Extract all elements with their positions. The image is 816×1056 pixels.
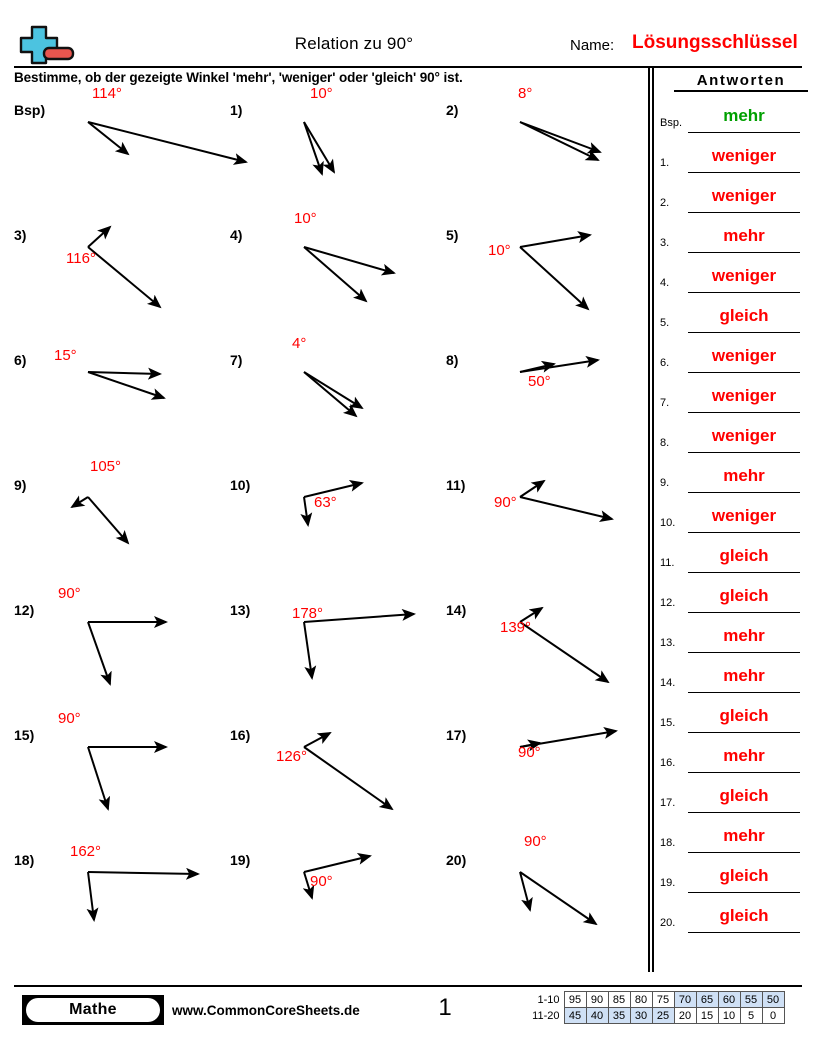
answer-index: 13.	[660, 637, 676, 649]
answer-row	[656, 300, 816, 340]
answer-row	[656, 700, 816, 740]
angle-figure	[478, 85, 646, 217]
answer-index: 20.	[660, 917, 676, 929]
answer-value: weniger	[711, 186, 777, 205]
angle-ray-2	[520, 247, 588, 309]
answer-blank-line	[688, 932, 800, 933]
angle-figure	[46, 342, 214, 467]
answer-value: gleich	[719, 546, 769, 565]
problem-number: 3)	[14, 227, 27, 243]
angle-figure	[46, 458, 214, 592]
angle-figure	[478, 467, 646, 592]
angle-figure	[46, 710, 214, 842]
problem-item	[0, 217, 216, 342]
website-url: www.CommonCoreSheets.de	[172, 1003, 360, 1018]
answer-blank-line	[688, 332, 800, 333]
problem-item	[216, 85, 432, 217]
answer-key-label: Lösungsschlüssel	[632, 32, 798, 53]
answer-value: mehr	[723, 626, 765, 645]
score-cell: 50	[762, 992, 784, 1008]
score-cell: 60	[718, 992, 740, 1008]
answer-row	[656, 140, 816, 180]
problem-item	[216, 717, 432, 842]
angle-ray-1	[304, 856, 370, 872]
answer-value: mehr	[723, 826, 765, 845]
answer-blank-line	[688, 772, 800, 773]
answer-value: mehr	[723, 666, 765, 685]
answer-blank-line	[688, 452, 800, 453]
problem-item	[0, 85, 216, 217]
score-cell: 0	[762, 1008, 784, 1024]
answer-blank-line	[688, 492, 800, 493]
angle-figure	[478, 717, 646, 842]
top-margin-clip	[0, 0, 648, 6]
problem-grid	[0, 85, 648, 972]
answer-row	[656, 420, 816, 460]
problem-number: 11)	[446, 477, 466, 493]
angle-figure	[262, 842, 430, 967]
angle-ray-1	[304, 733, 330, 747]
answer-row	[656, 860, 816, 900]
problem-number: 8)	[446, 352, 459, 368]
angle-ray-2	[88, 747, 108, 809]
angle-ray-2	[304, 747, 392, 809]
answer-value: gleich	[719, 306, 769, 325]
angle-figure	[46, 842, 214, 967]
answer-index: 7.	[660, 397, 670, 409]
problem-number: 18)	[14, 852, 35, 868]
angle-ray-1	[520, 122, 598, 160]
angle-measure-label: 162°	[70, 843, 102, 860]
answer-value: gleich	[719, 786, 769, 805]
score-row-2	[528, 1008, 784, 1024]
score-cell: 90	[586, 992, 608, 1008]
angle-figure	[478, 592, 646, 717]
problem-number: 6)	[14, 352, 27, 368]
angle-figure	[46, 85, 214, 217]
angle-measure-label: 90°	[58, 710, 81, 727]
problem-item	[216, 592, 432, 717]
angle-ray-1	[304, 372, 356, 416]
angle-measure-label: 90°	[494, 494, 517, 511]
angle-figure	[478, 342, 646, 467]
angle-measure-label: 90°	[310, 873, 333, 890]
answer-row	[656, 220, 816, 260]
score-row-2-label: 11-20	[532, 1009, 560, 1022]
angle-ray-2	[520, 360, 598, 372]
answer-value: mehr	[723, 106, 765, 125]
score-cell: 10	[718, 1008, 740, 1024]
angle-measure-label: 126°	[276, 748, 308, 765]
score-cell: 45	[564, 1008, 586, 1024]
problem-item	[432, 217, 648, 342]
angle-measure-label: 90°	[58, 585, 81, 602]
answer-index: 14.	[660, 677, 676, 689]
problem-number: 9)	[14, 477, 27, 493]
problem-number: 5)	[446, 227, 459, 243]
score-cell: 5	[740, 1008, 762, 1024]
problem-item	[432, 342, 648, 467]
problem-number: Bsp)	[14, 102, 46, 118]
answer-blank-line	[688, 292, 800, 293]
answer-index: 17.	[660, 797, 676, 809]
score-cell: 85	[608, 992, 630, 1008]
score-row-1	[528, 992, 784, 1008]
answer-blank-line	[688, 612, 800, 613]
answer-blank-line	[688, 652, 800, 653]
answer-blank-line	[688, 532, 800, 533]
score-cell: 95	[564, 992, 586, 1008]
angle-figure	[262, 592, 430, 717]
answer-row	[656, 340, 816, 380]
angle-figure	[478, 833, 646, 967]
column-divider	[648, 66, 654, 972]
angle-ray-2	[304, 622, 312, 678]
angle-ray-2	[88, 497, 128, 543]
angle-ray-2	[304, 372, 362, 408]
angle-measure-label: 10°	[310, 85, 333, 102]
answer-blank-line	[688, 692, 800, 693]
angle-ray-1	[72, 497, 88, 507]
answer-blank-line	[688, 412, 800, 413]
answer-row	[656, 540, 816, 580]
angle-ray-1	[88, 872, 198, 874]
angle-measure-label: 139°	[500, 619, 532, 636]
answer-value: gleich	[719, 906, 769, 925]
score-row-1-label: 1-10	[537, 993, 560, 1006]
score-table	[528, 991, 785, 1024]
answer-value: weniger	[711, 266, 777, 285]
angle-measure-label: 114°	[92, 85, 122, 102]
problem-item	[0, 585, 216, 717]
score-cell: 55	[740, 992, 762, 1008]
angle-ray-2	[88, 622, 110, 684]
angle-measure-label: 105°	[90, 458, 122, 475]
answer-index: 8.	[660, 437, 670, 449]
answer-value: weniger	[711, 386, 777, 405]
answer-row	[656, 100, 816, 140]
problem-item	[216, 335, 432, 467]
angle-ray-2	[88, 247, 160, 307]
answer-column	[656, 66, 816, 972]
angle-ray-2	[88, 872, 94, 920]
problem-item	[216, 842, 432, 967]
angle-figure	[46, 585, 214, 717]
score-cell: 70	[674, 992, 696, 1008]
answer-row	[656, 180, 816, 220]
angle-figure	[262, 717, 430, 842]
answer-value: mehr	[723, 466, 765, 485]
problem-number: 16)	[230, 727, 251, 743]
angle-measure-label: 90°	[524, 833, 547, 850]
score-cell: 80	[630, 992, 652, 1008]
answer-value: gleich	[719, 586, 769, 605]
answer-blank-line	[688, 212, 800, 213]
answer-row	[656, 460, 816, 500]
problem-number: 4)	[230, 227, 243, 243]
problem-number: 2)	[446, 102, 459, 118]
angle-ray-2	[520, 872, 596, 924]
name-label: Name:	[570, 37, 615, 54]
answer-blank-line	[688, 812, 800, 813]
problem-item	[432, 592, 648, 717]
answer-index: 1.	[660, 157, 670, 169]
problem-number: 12)	[14, 602, 35, 618]
score-cell: 15	[696, 1008, 718, 1024]
answer-row	[656, 620, 816, 660]
angle-figure	[262, 210, 430, 342]
problem-number: 15)	[14, 727, 35, 743]
angle-measure-label: 90°	[518, 744, 541, 761]
answer-value: gleich	[719, 866, 769, 885]
problem-item	[432, 85, 648, 217]
answer-row	[656, 500, 816, 540]
sheet-title: Relation zu 90°	[294, 34, 414, 53]
angle-measure-label: 15°	[54, 347, 77, 364]
answer-blank-line	[688, 852, 800, 853]
subject-badge-label: Mathe	[26, 998, 160, 1022]
page-number: 1	[438, 994, 452, 1021]
angle-ray-2	[520, 122, 600, 152]
problem-number: 20)	[446, 852, 467, 868]
plus-minus-logo-icon	[16, 24, 78, 66]
problem-number: 10)	[230, 477, 251, 493]
angle-measure-label: 10°	[488, 242, 511, 259]
angle-measure-label: 4°	[292, 335, 307, 352]
angle-ray-2	[88, 372, 164, 398]
answers-heading: Antworten	[674, 72, 808, 92]
problem-number: 14)	[446, 602, 467, 618]
answer-index: 18.	[660, 837, 676, 849]
answer-index: 3.	[660, 237, 670, 249]
answer-value: gleich	[719, 706, 769, 725]
answer-value: mehr	[723, 746, 765, 765]
page-header	[14, 24, 802, 68]
answer-row	[656, 900, 816, 940]
score-cell: 40	[586, 1008, 608, 1024]
angle-ray-2	[304, 497, 308, 525]
score-cell: 25	[652, 1008, 674, 1024]
answer-index: 12.	[660, 597, 676, 609]
problem-item	[216, 210, 432, 342]
subject-badge	[22, 995, 164, 1025]
score-cell: 20	[674, 1008, 696, 1024]
problem-item	[0, 842, 216, 967]
angle-measure-label: 178°	[292, 605, 324, 622]
answer-row	[656, 740, 816, 780]
angle-ray-1	[520, 481, 544, 497]
answer-value: weniger	[711, 146, 777, 165]
problem-number: 17)	[446, 727, 467, 743]
angle-ray-2	[520, 622, 608, 682]
angle-measure-label: 10°	[294, 210, 317, 227]
problem-item	[0, 458, 216, 592]
angle-figure	[262, 85, 430, 217]
answer-blank-line	[688, 732, 800, 733]
answer-value: mehr	[723, 226, 765, 245]
angle-figure	[478, 217, 646, 342]
answer-index: 15.	[660, 717, 676, 729]
answer-blank-line	[688, 372, 800, 373]
answer-index: 4.	[660, 277, 670, 289]
answer-blank-line	[688, 252, 800, 253]
problem-item	[0, 710, 216, 842]
problem-number: 13)	[230, 602, 251, 618]
problem-item	[216, 467, 432, 592]
answer-index: 2.	[660, 197, 670, 209]
answer-row	[656, 780, 816, 820]
problem-number: 7)	[230, 352, 243, 368]
answer-row	[656, 820, 816, 860]
answer-blank-line	[688, 172, 800, 173]
answer-blank-line	[688, 132, 800, 133]
angle-ray-1	[88, 372, 160, 374]
angle-figure	[262, 335, 430, 467]
angle-measure-label: 8°	[518, 85, 533, 102]
footer-divider	[14, 985, 802, 987]
score-cell: 35	[608, 1008, 630, 1024]
angle-ray-1	[520, 235, 590, 247]
answer-index: 9.	[660, 477, 670, 489]
answer-value: weniger	[711, 426, 777, 445]
answer-row	[656, 380, 816, 420]
answer-row	[656, 580, 816, 620]
angle-measure-label: 63°	[314, 494, 337, 511]
answer-blank-line	[688, 572, 800, 573]
angle-figure	[46, 217, 214, 342]
instruction-text: Bestimme, ob der gezeigte Winkel 'mehr', 'weniger' oder 'gleich' 90° ist.	[14, 70, 463, 85]
score-cell: 75	[652, 992, 674, 1008]
angle-ray-2	[520, 497, 612, 519]
angle-measure-label: 50°	[528, 373, 551, 390]
angle-ray-1	[88, 227, 110, 247]
problem-number: 19)	[230, 852, 251, 868]
answer-index: 10.	[660, 517, 676, 529]
answer-row	[656, 660, 816, 700]
problem-item	[432, 833, 648, 967]
problem-item	[0, 342, 216, 467]
problem-item	[432, 717, 648, 842]
answer-value: weniger	[711, 506, 777, 525]
answer-index: 5.	[660, 317, 670, 329]
angle-figure	[262, 467, 430, 592]
score-cell: 30	[630, 1008, 652, 1024]
answer-index: 16.	[660, 757, 676, 769]
score-cell: 65	[696, 992, 718, 1008]
problem-item	[432, 467, 648, 592]
problem-number: 1)	[230, 102, 243, 118]
answer-value: weniger	[711, 346, 777, 365]
answer-blank-line	[688, 892, 800, 893]
answer-row	[656, 260, 816, 300]
angle-measure-label: 116°	[66, 250, 96, 267]
answer-index: 19.	[660, 877, 676, 889]
answer-index: Bsp.	[660, 117, 683, 129]
answer-index: 6.	[660, 357, 670, 369]
answer-index: 11.	[660, 557, 675, 569]
